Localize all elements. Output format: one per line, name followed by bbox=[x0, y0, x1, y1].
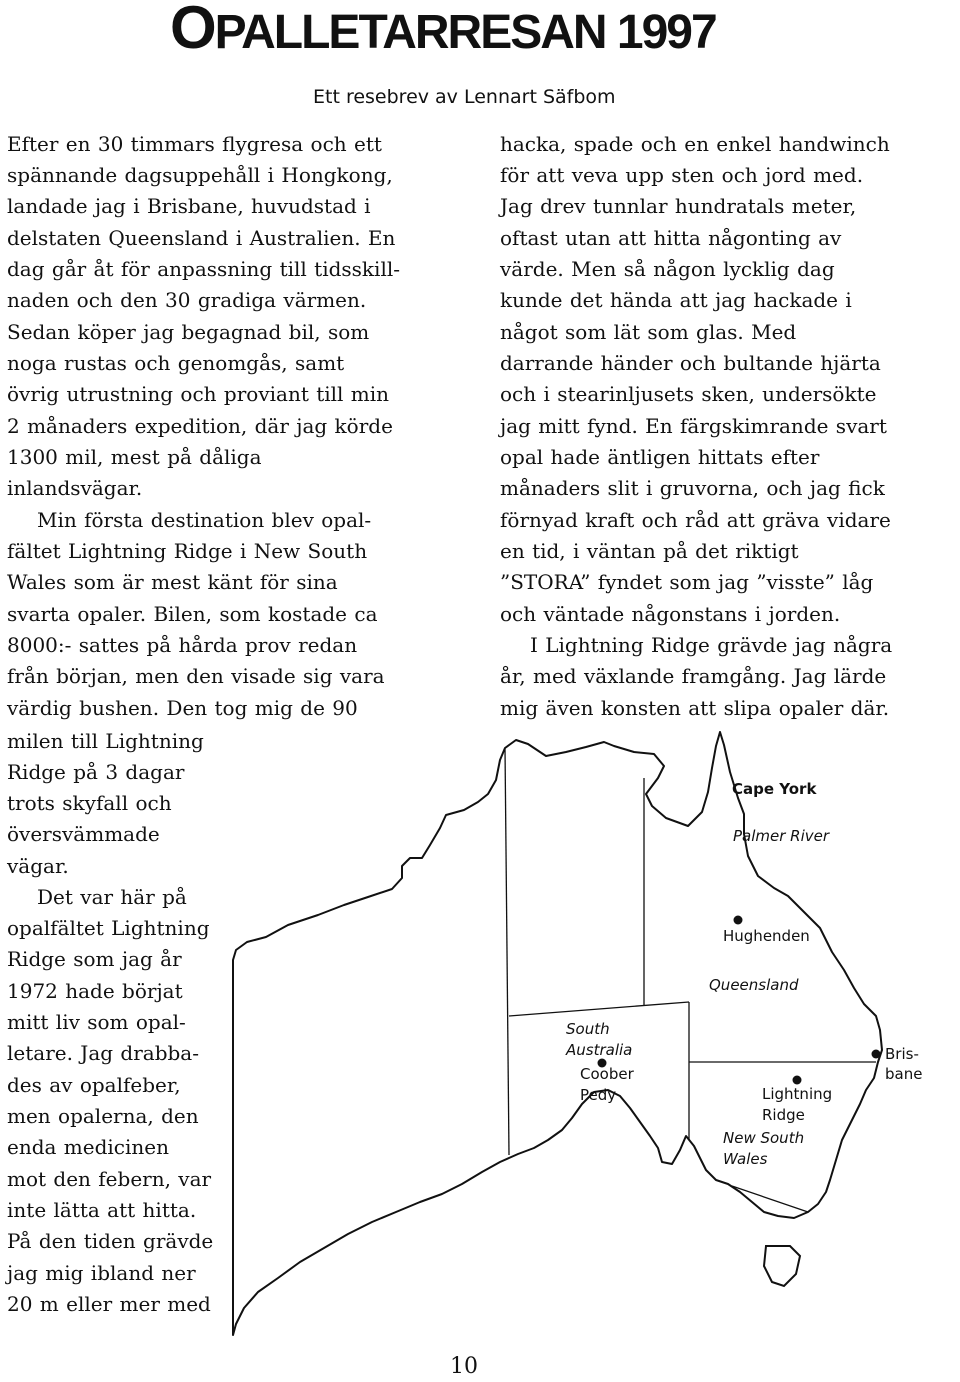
text-line: värde. Men så någon lycklig dag bbox=[500, 257, 835, 281]
brisbane-dot bbox=[872, 1050, 881, 1059]
lightning-ridge-label-2: Ridge bbox=[762, 1106, 805, 1124]
text-line: delstaten Queensland i Australien. En bbox=[7, 226, 396, 250]
text-line: spännande dagsuppehåll i Hongkong, bbox=[7, 163, 393, 187]
tasmania-outline bbox=[764, 1246, 800, 1286]
text-line: 2 månaders expedition, där jag körde bbox=[7, 414, 393, 438]
text-line: 20 m eller mer med bbox=[7, 1292, 211, 1316]
text-line: mot den febern, var bbox=[7, 1167, 212, 1191]
text-line: jag mitt fynd. En färgskimrande svart bbox=[500, 414, 887, 438]
text-line: månaders slit i gruvorna, och jag fick bbox=[500, 476, 885, 500]
coober-pedy-label-2: Pedy bbox=[580, 1086, 617, 1104]
text-line: för att veva upp sten och jord med. bbox=[500, 163, 864, 187]
text-line: övrig utrustning och proviant till min bbox=[7, 382, 390, 406]
hughenden-dot bbox=[734, 916, 743, 925]
text-line: noga rustas och genomgås, samt bbox=[7, 351, 345, 375]
text-line: Efter en 30 timmars flygresa och ett bbox=[7, 132, 382, 156]
text-line: oftast utan att hitta någonting av bbox=[500, 226, 842, 250]
text-line: mig även konsten att slipa opaler där. bbox=[500, 696, 890, 720]
text-line: Min första destination blev opal- bbox=[37, 508, 372, 532]
text-line: dag går åt för anpassning till tidsskill- bbox=[7, 257, 401, 281]
palmer-river-label: Palmer River bbox=[733, 827, 830, 845]
text-line: I Lightning Ridge grävde jag några bbox=[530, 633, 893, 657]
sa-nt-border bbox=[509, 1002, 689, 1016]
queensland-label: Queensland bbox=[709, 976, 799, 994]
text-line: förnyad kraft och råd att gräva vidare bbox=[500, 508, 891, 532]
nsw-vic-border bbox=[732, 1186, 808, 1212]
text-line: naden och den 30 gradiga värmen. bbox=[7, 288, 367, 312]
title-rest: PALLETARRESAN 1997 bbox=[214, 6, 716, 59]
wa-border bbox=[505, 748, 509, 1155]
text-line: Jag drev tunnlar hundratals meter, bbox=[500, 194, 857, 218]
text-line: Wales som är mest känt för sina bbox=[7, 570, 338, 594]
australia-outline bbox=[233, 732, 882, 1335]
cape-york-label: Cape York bbox=[732, 780, 817, 798]
text-line: Sedan köper jag begagnad bil, som bbox=[7, 320, 370, 344]
text-line: kunde det hända att jag hackade i bbox=[500, 288, 852, 312]
text-line: och väntade någonstans i jorden. bbox=[500, 602, 841, 626]
text-line: och i stearinljusets sken, undersökte bbox=[500, 382, 877, 406]
coober-pedy-label-1: Coober bbox=[580, 1065, 634, 1083]
brisbane-label-2: bane bbox=[885, 1065, 923, 1083]
text-line: Ridge som jag år bbox=[7, 947, 182, 971]
brisbane-label-1: Bris- bbox=[885, 1045, 919, 1063]
text-line: vägar. bbox=[7, 854, 69, 878]
text-line: opal hade äntligen hittats efter bbox=[500, 445, 820, 469]
text-line: år, med växlande framgång. Jag lärde bbox=[500, 664, 887, 688]
south-australia-label-1: South bbox=[566, 1020, 610, 1038]
lightning-ridge-label-1: Lightning bbox=[762, 1085, 833, 1103]
nsw-label-2: Wales bbox=[723, 1150, 768, 1168]
page-number: 10 bbox=[450, 1354, 478, 1379]
text-line: enda medicinen bbox=[7, 1135, 169, 1159]
text-line: 1972 hade börjat bbox=[7, 979, 183, 1003]
text-line: milen till Lightning bbox=[7, 729, 204, 753]
text-line: letare. Jag drabba- bbox=[7, 1041, 199, 1065]
text-line: svarta opaler. Bilen, som kostade ca bbox=[7, 602, 378, 626]
nsw-label-1: New South bbox=[723, 1129, 805, 1147]
hughenden-label: Hughenden bbox=[723, 927, 810, 945]
text-line: Det var här på bbox=[37, 885, 187, 909]
text-line: från början, men den visade sig vara bbox=[7, 664, 385, 688]
text-line: inte lätta att hitta. bbox=[7, 1198, 197, 1222]
text-line: darrande händer och bultande hjärta bbox=[500, 351, 881, 375]
text-line: landade jag i Brisbane, huvudstad i bbox=[7, 194, 371, 218]
text-line: fältet Lightning Ridge i New South bbox=[7, 539, 368, 563]
text-line: På den tiden grävde bbox=[7, 1229, 214, 1253]
text-line: översvämmade bbox=[7, 822, 160, 846]
byline: Ett resebrev av Lennart Säfbom bbox=[313, 86, 616, 108]
text-line: Ridge på 3 dagar bbox=[7, 760, 185, 784]
text-line: inlandsvägar. bbox=[7, 476, 143, 500]
text-line: opalfältet Lightning bbox=[7, 916, 210, 940]
text-line: mitt liv som opal- bbox=[7, 1010, 186, 1034]
text-line: en tid, i väntan på det riktigt bbox=[500, 539, 799, 563]
text-line: trots skyfall och bbox=[7, 791, 172, 815]
text-line: värdig bushen. Den tog mig de 90 bbox=[7, 696, 358, 720]
south-australia-label-2: Australia bbox=[566, 1041, 633, 1059]
text-line: men opalerna, den bbox=[7, 1104, 199, 1128]
text-line: 1300 mil, mest på dåliga bbox=[7, 445, 262, 469]
lightning-ridge-dot bbox=[793, 1076, 802, 1085]
text-line: ”STORA” fyndet som jag ”visste” låg bbox=[500, 570, 874, 594]
text-line: 8000:- sattes på hårda prov redan bbox=[7, 633, 358, 657]
text-line: hacka, spade och en enkel handwinch bbox=[500, 132, 890, 156]
text-line: jag mig ibland ner bbox=[7, 1261, 196, 1285]
text-line: des av opalfeber, bbox=[7, 1073, 181, 1097]
title-initial: O bbox=[170, 0, 215, 61]
text-line: något som lät som glas. Med bbox=[500, 320, 797, 344]
